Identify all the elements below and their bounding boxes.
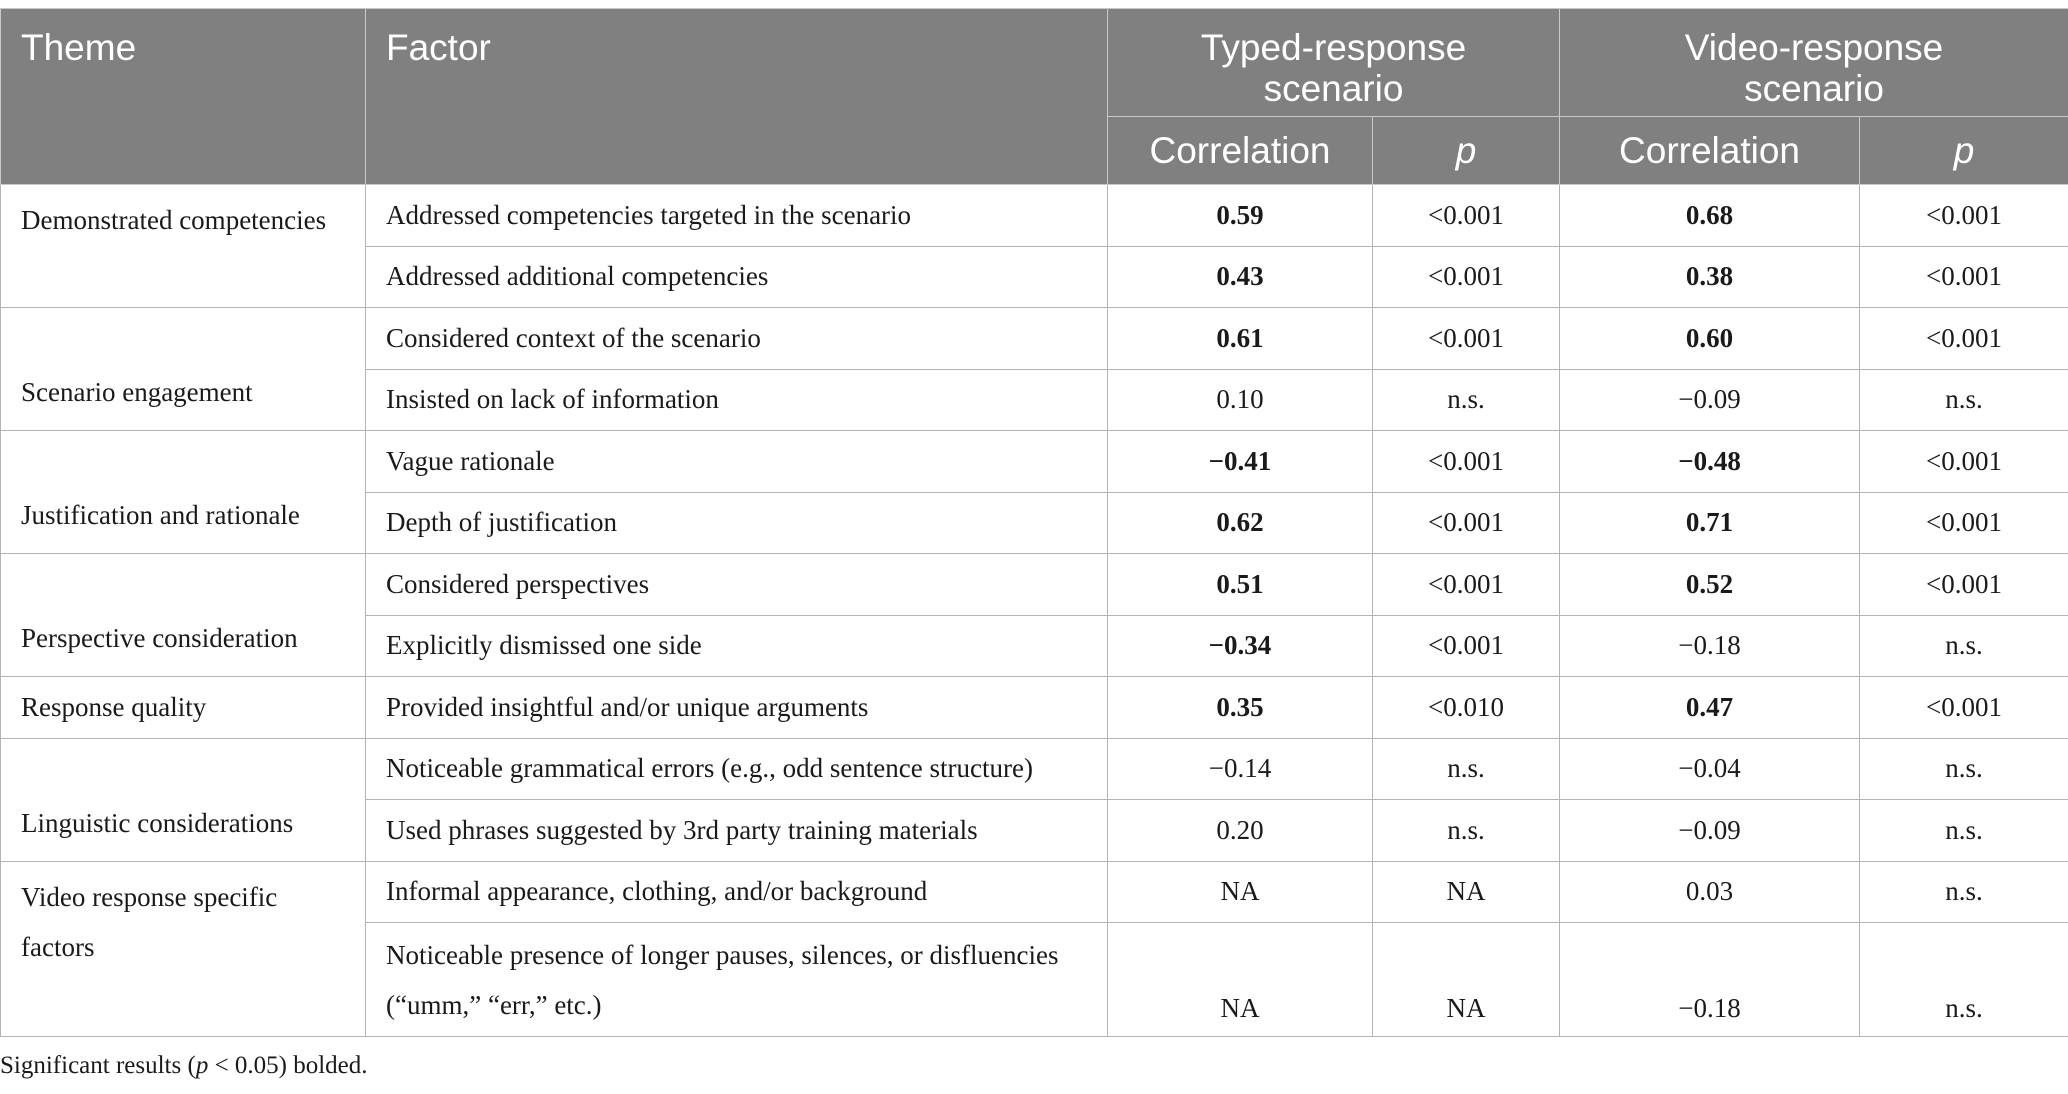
video-p-cell: <0.001 [1860, 554, 2068, 616]
video-correlation-cell: 0.47 [1560, 677, 1860, 739]
table-row [1, 554, 2068, 616]
factor-cell: Explicitly dismissed one side [366, 615, 1108, 677]
typed-correlation-cell: 0.51 [1108, 554, 1373, 616]
table-row [1, 308, 2068, 370]
header-video-response-scenario [1560, 9, 2068, 117]
video-header-line2: scenario [1744, 68, 1884, 109]
video-p-cell: n.s. [1860, 923, 2068, 1037]
typed-correlation-cell: 0.20 [1108, 800, 1373, 862]
typed-p-cell: <0.010 [1373, 677, 1560, 739]
header-video-correlation: Correlation [1560, 117, 1860, 185]
video-p-cell: <0.001 [1860, 492, 2068, 554]
typed-correlation-cell: 0.62 [1108, 492, 1373, 554]
video-p-cell: <0.001 [1860, 677, 2068, 739]
video-correlation-cell: −0.18 [1560, 923, 1860, 1037]
typed-p-cell: n.s. [1373, 369, 1560, 431]
theme-cell: Justification and rationale [1, 431, 366, 554]
table-header [1, 9, 2068, 185]
factor-cell: Addressed additional competencies [366, 246, 1108, 308]
video-correlation-cell: 0.68 [1560, 185, 1860, 247]
correlation-table [0, 8, 2068, 1037]
video-correlation-cell: −0.04 [1560, 738, 1860, 800]
video-correlation-cell: 0.71 [1560, 492, 1860, 554]
factor-cell: Depth of justification [366, 492, 1108, 554]
table-row [1, 431, 2068, 493]
video-p-cell: <0.001 [1860, 246, 2068, 308]
factor-cell: Considered perspectives [366, 554, 1108, 616]
video-p-cell: <0.001 [1860, 308, 2068, 370]
typed-p-cell: <0.001 [1373, 308, 1560, 370]
header-factor: Factor [366, 9, 1108, 185]
typed-correlation-cell: 0.10 [1108, 369, 1373, 431]
header-typed-p: p [1373, 117, 1560, 185]
typed-p-cell: n.s. [1373, 800, 1560, 862]
factor-cell: Noticeable presence of longer pauses, silences, or disfluencies (“umm,” “err,” etc.) [366, 923, 1108, 1037]
typed-p-cell: NA [1373, 861, 1560, 923]
video-correlation-cell: −0.18 [1560, 615, 1860, 677]
typed-header-line2: scenario [1263, 68, 1404, 109]
video-p-cell: <0.001 [1860, 431, 2068, 493]
typed-p-cell: <0.001 [1373, 431, 1560, 493]
typed-p-cell: NA [1373, 923, 1560, 1037]
table-row [1, 677, 2068, 739]
video-p-cell: n.s. [1860, 800, 2068, 862]
video-correlation-cell: 0.52 [1560, 554, 1860, 616]
typed-correlation-cell: 0.59 [1108, 185, 1373, 247]
typed-p-cell: <0.001 [1373, 492, 1560, 554]
video-p-cell: n.s. [1860, 369, 2068, 431]
results-table-wrapper [0, 8, 2068, 1037]
table-footnote [0, 1052, 368, 1080]
video-header-line1: Video-response [1684, 27, 1944, 68]
factor-cell: Considered context of the scenario [366, 308, 1108, 370]
video-correlation-cell: −0.09 [1560, 369, 1860, 431]
video-correlation-cell: 0.60 [1560, 308, 1860, 370]
factor-cell: Addressed competencies targeted in the scenario [366, 185, 1108, 247]
video-correlation-cell: 0.38 [1560, 246, 1860, 308]
typed-correlation-cell: −0.34 [1108, 615, 1373, 677]
typed-p-cell: <0.001 [1373, 246, 1560, 308]
video-p-cell: n.s. [1860, 738, 2068, 800]
header-video-p: p [1860, 117, 2068, 185]
typed-p-cell: <0.001 [1373, 554, 1560, 616]
typed-header-line1: Typed-response [1200, 27, 1467, 68]
factor-cell: Informal appearance, clothing, and/or background [366, 861, 1108, 923]
factor-cell: Insisted on lack of information [366, 369, 1108, 431]
theme-cell: Perspective consideration [1, 554, 366, 677]
factor-cell: Vague rationale [366, 431, 1108, 493]
video-p-cell: <0.001 [1860, 185, 2068, 247]
video-correlation-cell: −0.09 [1560, 800, 1860, 862]
factor-cell: Used phrases suggested by 3rd party training materials [366, 800, 1108, 862]
video-p-cell: n.s. [1860, 615, 2068, 677]
theme-cell: Demonstrated competencies [1, 185, 366, 308]
video-correlation-cell: 0.03 [1560, 861, 1860, 923]
header-theme: Theme [1, 9, 366, 185]
typed-correlation-cell: 0.61 [1108, 308, 1373, 370]
header-typed-correlation: Correlation [1108, 117, 1373, 185]
table-row [1, 861, 2068, 923]
theme-cell: Response quality [1, 677, 366, 739]
typed-correlation-cell: NA [1108, 923, 1373, 1037]
factor-cell: Provided insightful and/or unique arguments [366, 677, 1108, 739]
typed-correlation-cell: 0.43 [1108, 246, 1373, 308]
table-row [1, 738, 2068, 800]
factor-cell: Noticeable grammatical errors (e.g., odd sentence structure) [366, 738, 1108, 800]
typed-correlation-cell: −0.14 [1108, 738, 1373, 800]
typed-p-cell: <0.001 [1373, 185, 1560, 247]
footnote-after: < 0.05) bolded. [208, 1052, 368, 1079]
typed-correlation-cell: −0.41 [1108, 431, 1373, 493]
typed-p-cell: <0.001 [1373, 615, 1560, 677]
footnote-before: Significant results ( [0, 1052, 196, 1079]
table-body [1, 185, 2068, 1037]
typed-correlation-cell: 0.35 [1108, 677, 1373, 739]
typed-correlation-cell: NA [1108, 861, 1373, 923]
theme-cell: Scenario engagement [1, 308, 366, 431]
video-p-cell: n.s. [1860, 861, 2068, 923]
video-correlation-cell: −0.48 [1560, 431, 1860, 493]
table-row [1, 185, 2068, 247]
typed-p-cell: n.s. [1373, 738, 1560, 800]
theme-cell: Linguistic considerations [1, 738, 366, 861]
header-typed-response-scenario [1108, 9, 1560, 117]
footnote-p: p [195, 1052, 209, 1079]
theme-cell: Video response specific factors [1, 861, 366, 1037]
